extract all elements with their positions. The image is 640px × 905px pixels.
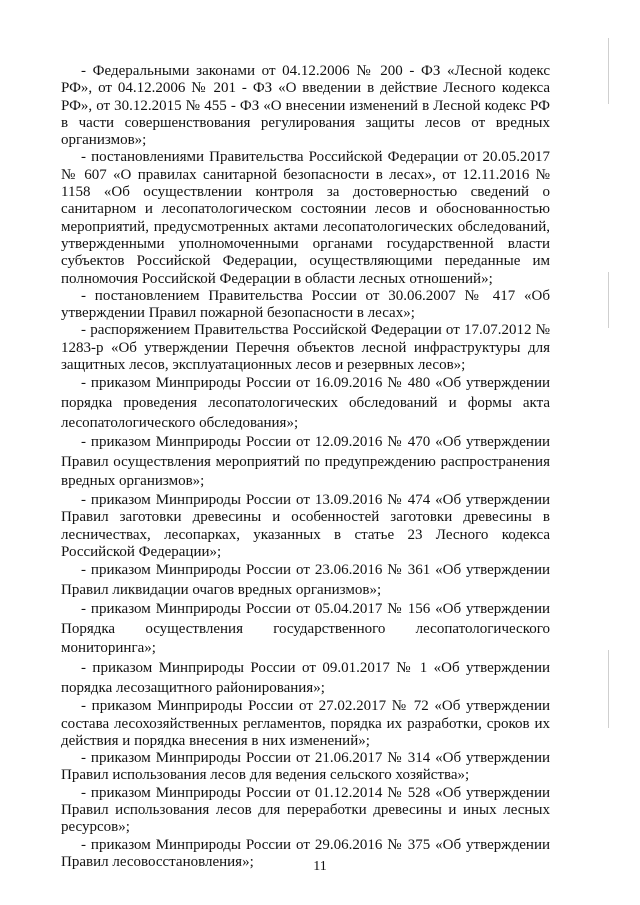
paragraph-government-resolutions: - постановлениями Правительства Российской Федерации от 20.05.2017 № 607 «О правилах санитарной безопасности в лесах», от 12.11.2016 № 1158 «Об осуществлении контроля за достоверностью сведений о санитарном и лесопатологическом состоянии лесов и обоснованностью мероприятий, предусмотренных актами лесопатологических обследований, утвержденными уполномоченными органами государственной власти субъектов Российской Федерации, осуществляющими переданные им полномочия Российской Федерации в области лесных отношений»; [61, 149, 550, 287]
paragraph-order-375: - приказом Минприроды России от 29.06.2016 № 375 «Об утверждении Правил лесовосстановления»; [61, 836, 550, 870]
paragraph-resolution-417: - постановлением Правительства России от 30.06.2007 № 417 «Об утверждении Правил пожарной безопасности в лесах»; [61, 287, 550, 322]
paragraph-order-72: - приказом Минприроды России от 27.02.2017 № 72 «Об утверждении состава лесохозяйственных регламентов, порядка их разработки, сроков их действия и порядка внесения в них изменений»; [61, 698, 550, 749]
scan-edge-mark [608, 650, 609, 728]
paragraph-order-470: - приказом Минприроды России от 12.09.2016 № 470 «Об утверждении Правил осуществления мероприятий по предупреждению распространения вредных организмов»; [61, 434, 550, 490]
paragraph-order-1283: - распоряжением Правительства Российской Федерации от 17.07.2012 № 1283-р «Об утверждении Перечня объектов лесной инфраструктуры для защитных лесов, эксплуатационных лесов и резервных лесов»; [61, 322, 550, 374]
paragraph-order-480: - приказом Минприроды России от 16.09.2016 № 480 «Об утверждении порядка проведения лесопатологических обследований и формы акта лесопатологического обследования»; [61, 375, 550, 431]
scan-edge-mark [608, 272, 609, 328]
paragraph-order-361: - приказом Минприроды России от 23.06.2016 № 361 «Об утверждении Правил ликвидации очагов вредных организмов»; [61, 562, 550, 598]
document-body [61, 63, 550, 871]
paragraph-order-156: - приказом Минприроды России от 05.04.2017 № 156 «Об утверждении Порядка осуществления государственного лесопатологического мониторинга»; [61, 601, 550, 657]
paragraph-order-474: - приказом Минприроды России от 13.09.2016 № 474 «Об утверждении Правил заготовки древесины и особенностей заготовки древесины в лесничествах, лесопарках, указанных в статье 23 Лесного кодекса Российской Федерации»; [61, 491, 550, 560]
paragraph-federal-laws: - Федеральными законами от 04.12.2006 № 200 - ФЗ «Лесной кодекс РФ», от 04.12.2006 № 201 - ФЗ «О введении в действие Лесного кодекса РФ», от 30.12.2015 № 455 - ФЗ «О внесении изменений в Лесной кодекс РФ в части совершенствования регулирования защиты лесов от вредных организмов»; [61, 63, 550, 149]
paragraph-order-528: - приказом Минприроды России от 01.12.2014 № 528 «Об утверждении Правил использования лесов для переработки древесины и иных лесных ресурсов»; [61, 784, 550, 836]
page-number: 11 [313, 859, 327, 874]
paragraph-order-1: - приказом Минприроды России от 09.01.2017 № 1 «Об утверждении порядка лесозащитного районирования»; [61, 660, 550, 696]
scan-edge-mark [608, 38, 609, 104]
paragraph-order-314: - приказом Минприроды России от 21.06.2017 № 314 «Об утверждении Правил использования лесов для ведения сельского хозяйства»; [61, 750, 550, 784]
